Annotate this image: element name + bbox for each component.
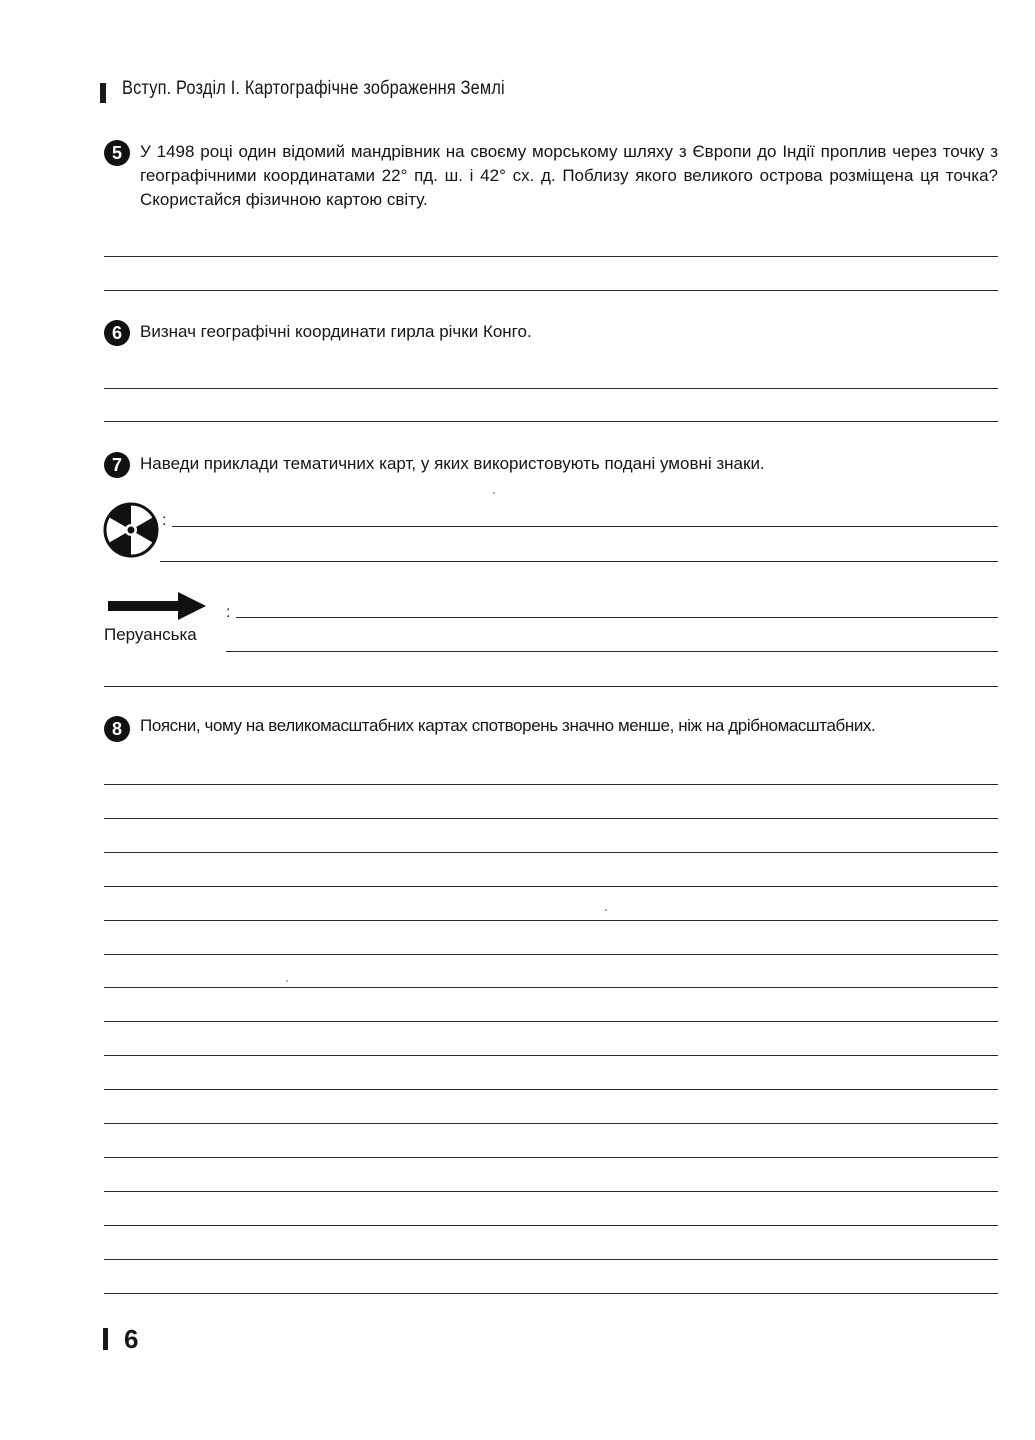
question-5-number: 5 [104,140,130,166]
answer-line[interactable] [104,290,998,291]
answer-line[interactable] [104,886,998,887]
current-label: Перуанська [104,625,197,644]
symbol-separator: : [162,512,167,529]
question-6-number: 6 [104,320,130,346]
answer-line[interactable] [104,1293,998,1294]
scan-speck [493,492,495,494]
answer-line[interactable] [104,1089,998,1090]
answer-line[interactable] [104,818,998,819]
question-6-text: Визнач географічні координати гирла річки Конго. [140,322,532,341]
answer-line[interactable] [104,1055,998,1056]
answer-line[interactable] [104,1259,998,1260]
answer-line[interactable] [104,421,998,422]
answer-line[interactable] [104,1225,998,1226]
question-5-text: У 1498 році один відомий мандрівник на своєму морському шляху з Європи до Індії проплив через точку з географічними координатами 22° пд. ш. і 42° сх. д. Поблизу якого великого острова розміщена ця точка? Скористайся фізичною картою світу. [140,142,998,209]
answer-line[interactable] [104,1123,998,1124]
answer-line[interactable] [104,1157,998,1158]
footer-marker [103,1328,108,1350]
answer-line[interactable] [104,388,998,389]
symbol-separator: : [226,604,231,621]
question-7-number: 7 [104,452,130,478]
arrow-right-icon [108,590,208,622]
answer-line[interactable] [236,617,998,618]
answer-line[interactable] [160,561,998,562]
answer-line[interactable] [104,784,998,785]
page-header: Вступ. Розділ І. Картографічне зображення Землі [122,78,505,99]
answer-line[interactable] [104,954,998,955]
answer-line[interactable] [226,651,998,652]
question-8-text: Поясни, чому на великомасштабних картах спотворень значно менше, ніж на дрібномасштабних. [140,716,876,735]
radiation-symbol-icon [102,501,160,559]
question-8-number: 8 [104,716,130,742]
question-7-text: Наведи приклади тематичних карт, у яких використовують подані умовні знаки. [140,454,765,473]
answer-line[interactable] [104,1191,998,1192]
answer-line[interactable] [104,1021,998,1022]
answer-line[interactable] [104,686,998,687]
answer-line[interactable] [104,987,998,988]
answer-line[interactable] [104,920,998,921]
answer-line[interactable] [172,526,998,527]
scan-speck [286,980,288,982]
page-number: 6 [124,1324,139,1354]
scan-speck [605,909,607,911]
answer-line[interactable] [104,852,998,853]
header-marker [100,83,106,103]
answer-line[interactable] [104,256,998,257]
